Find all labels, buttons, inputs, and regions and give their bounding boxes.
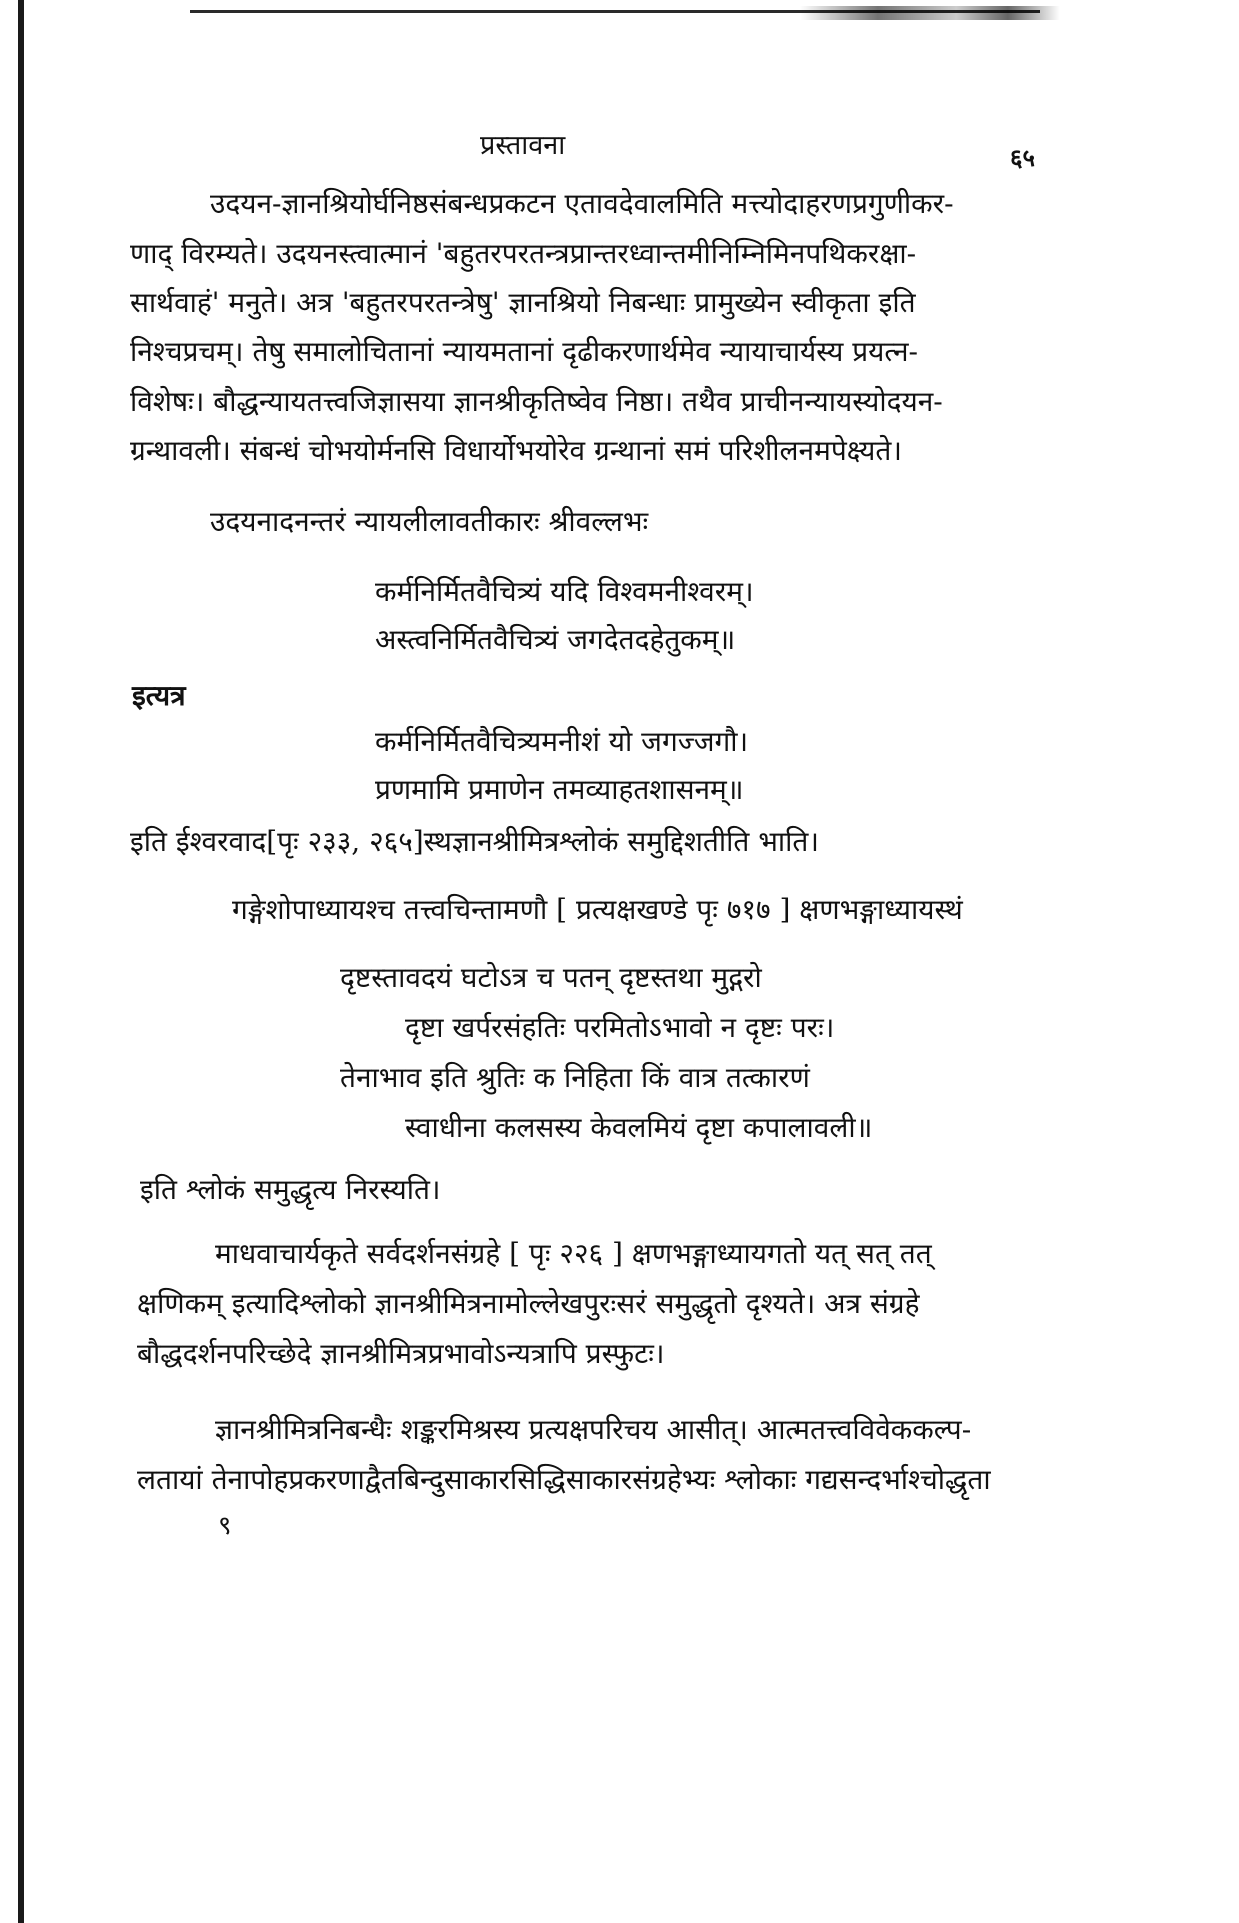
verse3-line-3: तेनाभाव इति श्रुतिः क निहिता किं वात्र तत्कारणं bbox=[340, 1061, 810, 1094]
verse1-line-1: कर्मनिर्मितवैचित्र्यं यदि विश्वमनीश्वरम्। bbox=[375, 575, 754, 608]
verse3-line-1: दृष्टस्तावदयं घटोऽत्र च पतन् दृष्टस्तथा मुद्गरो bbox=[340, 961, 762, 994]
para2: उदयनादनन्तरं न्यायलीलावतीकारः श्रीवल्लभः bbox=[210, 505, 649, 538]
para1-line-1: उदयन-ज्ञानश्रियोर्घनिष्ठसंबन्धप्रकटन एतावदेवालमिति मत्त्योदाहरणप्रगुणीकर- bbox=[210, 187, 954, 220]
para1-line-3: सार्थवाहं' मनुते। अत्र 'बहुतरपरतन्त्रेषु' ज्ञानश्रियो निबन्धाः प्रामुख्येन स्वीकृता इति bbox=[130, 286, 916, 319]
para6-line-2: क्षणिकम् इत्यादिश्लोको ज्ञानश्रीमित्रनामोल्लेखपुरःसरं समुद्धृतो दृश्यते। अत्र संग्रहे bbox=[137, 1287, 920, 1320]
verse1-line-2: अस्त्वनिर्मितवैचित्र्यं जगदेतदहेतुकम्॥ bbox=[375, 623, 736, 656]
para1-line-6: ग्रन्थावली। संबन्धं चोभयोर्मनसि विधार्योभयोरेव ग्रन्थानां समं परिशीलनमपेक्ष्यते। bbox=[130, 434, 902, 467]
verse2-line-1: कर्मनिर्मितवैचित्र्यमनीशं यो जगज्जगौ। bbox=[375, 725, 749, 758]
para5: इति श्लोकं समुद्धृत्य निरस्यति। bbox=[140, 1173, 441, 1206]
para6-line-1: माधवाचार्यकृते सर्वदर्शनसंग्रहे [ पृः २२६ ] क्षणभङ्गाध्यायगतो यत् सत् तत् bbox=[215, 1237, 932, 1270]
folio-number: ९ bbox=[218, 1511, 232, 1541]
binding-edge bbox=[18, 0, 24, 1923]
running-header-title: प्रस्तावना bbox=[480, 130, 566, 161]
ityatra-label: इत्यत्र bbox=[132, 679, 186, 712]
verse3-line-2: दृष्टा खर्परसंहतिः परमितोऽभावो न दृष्टः परः। bbox=[405, 1011, 835, 1044]
para1-line-5: विशेषः। बौद्धन्यायतत्त्वजिज्ञासया ज्ञानश्रीकृतिष्वेव निष्ठा। तथैव प्राचीनन्यायस्योदयन- bbox=[130, 385, 943, 418]
scan-smudge bbox=[800, 6, 1060, 20]
para1-line-4: निश्चप्रचम्। तेषु समालोचितानां न्यायमतानां दृढीकरणार्थमेव न्यायाचार्यस्य प्रयत्न- bbox=[130, 335, 918, 368]
verse3-line-4: स्वाधीना कलसस्य केवलमियं दृष्टा कपालावली॥ bbox=[405, 1111, 873, 1144]
page-number: ६५ bbox=[1010, 143, 1035, 172]
verse2-line-2: प्रणमामि प्रमाणेन तमव्याहतशासनम्॥ bbox=[375, 773, 744, 806]
para7-line-1: ज्ञानश्रीमित्रनिबन्धैः शङ्करमिश्रस्य प्रत्यक्षपरिचय आसीत्। आत्मतत्त्वविवेककल्प- bbox=[215, 1413, 972, 1446]
para6-line-3: बौद्धदर्शनपरिच्छेदे ज्ञानश्रीमित्रप्रभावोऽन्यत्रापि प्रस्फुटः। bbox=[137, 1337, 665, 1370]
para4: गङ्गेशोपाध्यायश्च तत्त्वचिन्तामणौ [ प्रत्यक्षखण्डे पृः ७१७ ] क्षणभङ्गाध्यायस्थं bbox=[232, 893, 963, 926]
para1-line-2: णाद् विरम्यते। उदयनस्त्वात्मानं 'बहुतरपरतन्त्रप्रान्तरध्वान्तमीनिम्निमिनपथिकरक्षा- bbox=[130, 237, 917, 270]
para7-line-2: लतायां तेनापोहप्रकरणाद्वैतबिन्दुसाकारसिद्धिसाकारसंग्रहेभ्यः श्लोकाः गद्यसन्दर्भाश्चोद्धृता bbox=[137, 1463, 991, 1496]
para3: इति ईश्वरवाद[पृः २३३, २६५]स्थज्ञानश्रीमित्रश्लोकं समुद्दिशतीति भाति। bbox=[130, 825, 819, 858]
